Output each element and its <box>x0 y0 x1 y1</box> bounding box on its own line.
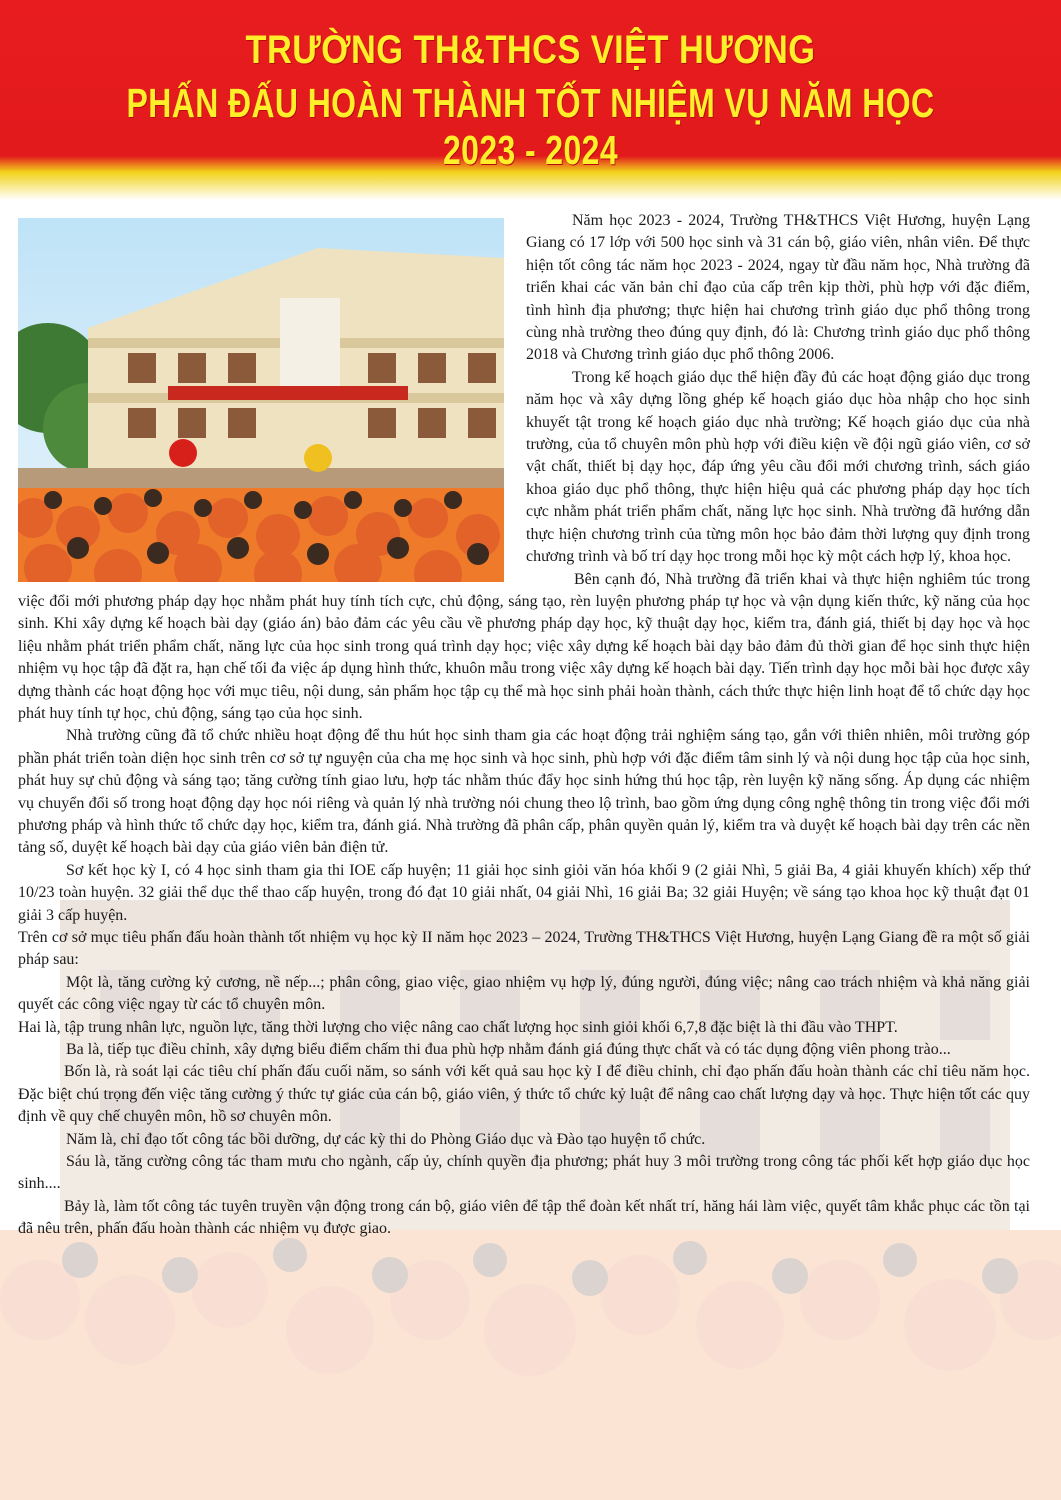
school-photo <box>18 218 504 582</box>
paragraph-solutions-intro: Trên cơ sở mục tiêu phấn đấu hoàn thành tốt nhiệm vụ học kỳ II năm học 2023 – 2024, Trường TH&THCS Việt Hương, huyện Lạng Giang đề ra một số giải pháp sau: <box>18 929 1030 969</box>
paragraph-semester-results: Sơ kết học kỳ I, có 4 học sinh tham gia thi IOE cấp huyện; 11 giải học sinh giỏi văn hóa khối 9 (2 giải Nhì, 5 giải Ba, 4 giải khuyến khích) xếp thứ 10/23 toàn huyện. 32 giải thể dục thể thao cấp huyện, trong đó đạt 10 giải nhất, 04 giải Nhì, 16 giải Ba; 32 giải Huyện; về sáng tạo khoa học kỹ thuật đạt 01 giải 3 cấp huyện. <box>18 861 1030 924</box>
article-body <box>18 210 1030 1241</box>
title-banner <box>0 0 1061 200</box>
paragraph-solution-4: Bốn là, rà soát lại các tiêu chí phấn đấu cuối năm, so sánh với kết quả sau học kỳ I để điều chỉnh, chỉ đạo phấn đấu hoàn thành các chỉ tiêu năm học. Đặc biệt chú trọng đến việc tăng cường ý thức tự giác của cán bộ, giáo viên, ý thức tổ chức kỷ luật để nâng cao chất lượng dạy và học. Thực hiện tốt các quy định về quy chế chuyên môn, hồ sơ chuyên môn. <box>18 1063 1030 1126</box>
paragraph-education-plan: Trong kế hoạch giáo dục thể hiện đầy đủ các hoạt động giáo dục trong năm học và xây dựng lồng ghép kế hoạch giáo dục hòa nhập cho học sinh khuyết tật trong kế hoạch giáo dục nhà trường; Kế hoạch giáo dục của nhà trường, của tổ chuyên môn phù hợp với điều kiện về đội ngũ giáo viên, cơ sở vật chất, thiết bị dạy học, đáp ứng yêu cầu đổi mới chương trình, sách giáo khoa giáo dục phổ thông, thực hiện hiệu quả các phương pháp dạy học tích cực nhằm phát triển phẩm chất, năng lực học sinh. Nhà trường đã hướng dẫn thực hiện chương trình của từng môn học bảo đảm thời lượng quy định trong chương trình và bố trí dạy học trong mỗi học kỳ một cách hợp lý, khoa học. <box>526 368 1030 566</box>
paragraph-solution-1: Một là, tăng cường kỷ cương, nề nếp...; phân công, giao việc, giao nhiệm vụ hợp lý, đúng người, đúng việc; nâng cao trách nhiệm và khả năng giải quyết các công việc ngay từ các tổ chuyên môn. <box>18 973 1030 1014</box>
paragraph-solution-7: Bảy là, làm tốt công tác tuyên truyền vận động trong cán bộ, giáo viên để tập thể đoàn kết nhất trí, hăng hái làm việc, quyết tâm khắc phục các tồn tại đã nêu trên, phấn đấu hoàn thành các nhiệm vụ được giao. <box>18 1197 1030 1238</box>
paragraph-solution-3: Ba là, tiếp tục điều chỉnh, xây dựng biểu điểm chấm thi đua phù hợp nhằm đánh giá đúng thực chất và có tác dụng động viên phong trào... <box>66 1041 951 1059</box>
paragraph-solution-2: Hai là, tập trung nhân lực, nguồn lực, tăng thời lượng cho việc nâng cao chất lượng học sinh giỏi khối 6,7,8 đặc biệt là thi đầu vào THPT. <box>18 1018 898 1036</box>
paragraph-activities: Nhà trường cũng đã tổ chức nhiều hoạt động để thu hút học sinh tham gia các hoạt động trải nghiệm sáng tạo, gắn với thiên nhiên, môi trường góp phần phát triển toàn diện học sinh trên cơ sở tự nguyện của cha mẹ học sinh và học sinh, phù hợp với đặc điểm tâm sinh lý và nội dung học tập của học sinh, phát huy sự chủ động và sáng tạo; tăng cường tính giao lưu, hợp tác nhằm thúc đẩy học sinh hứng thú học tập, rèn luyện kỹ năng sống. Áp dụng các nhiệm vụ chuyển đổi số trong hoạt động dạy học nói riêng và quản lý nhà trường nói chung theo lộ trình, bao gồm ứng dụng công nghệ thông tin trong việc đổi mới phương pháp và hình thức tổ chức dạy học, kiểm tra, đánh giá. Nhà trường đã phân cấp, phân quyền quản lý, kiểm tra và duyệt kế hoạch bài dạy trên các nền tảng số, duyệt kế hoạch bài dạy của giáo viên bản điện tử. <box>18 727 1030 857</box>
paragraph-solution-6: Sáu là, tăng cường công tác tham mưu cho ngành, cấp ủy, chính quyền địa phương; phát huy 3 môi trường trong công tác phối kết hợp giáo dục học sinh.... <box>18 1153 1030 1193</box>
article-title-heading: PHẤN ĐẤU HOÀN THÀNH TỐT NHIỆM VỤ NĂM HỌC 2023 - 2024 <box>126 80 935 173</box>
school-name-heading: TRƯỜNG TH&THCS VIỆT HƯƠNG <box>245 28 816 72</box>
paragraph-teaching-methods: Bên cạnh đó, Nhà trường đã triển khai và thực hiện nghiêm túc trong việc đổi mới phương pháp dạy học nhằm phát huy tính tích cực, chủ động, sáng tạo, rèn luyện phương pháp tự học và vận dụng kiến thức, kỹ năng của học sinh. Khi xây dựng kế hoạch bài dạy (giáo án) bảo đảm các yêu cầu về phương pháp dạy học, kỹ thuật dạy học, kiểm tra, đánh giá, thiết bị dạy học và học liệu nhằm phát triển phẩm chất, năng lực của học sinh trong quá trình dạy học; việc xây dựng kế hoạch bài dạy bảo đảm đủ thời gian để học sinh thực hiện nhiệm vụ học tập đã đặt ra, hạn chế tối đa việc áp dụng hình thức, khuôn mẫu trong việc xây dựng kế hoạch bài dạy. Tiến trình dạy học mỗi bài học được xây dựng thành các hoạt động học với mục tiêu, nội dung, sản phẩm học tập cụ thể mà học sinh phải hoàn thành, cách thức thực hiện linh hoạt để tổ chức dạy học phát huy tính tự học, chủ động, sáng tạo của học sinh. <box>18 570 1030 722</box>
paragraph-solution-5: Năm là, chỉ đạo tốt công tác bồi dưỡng, dự các kỳ thi do Phòng Giáo dục và Đào tạo huyện tổ chức. <box>66 1130 706 1148</box>
paragraph-intro: Năm học 2023 - 2024, Trường TH&THCS Việt Hương, huyện Lạng Giang có 17 lớp với 500 học sinh và 31 cán bộ, giáo viên, nhân viên. Để thực hiện tốt công tác năm học 2023 - 2024, ngay từ đầu năm học, Nhà trường đã triển khai các văn bản chỉ đạo của cấp trên kịp thời, phù hợp với đặc điểm, tình hình địa phương; thực hiện hai chương trình giáo dục phổ thông trong cùng nhà trường theo đúng quy định, đó là: Chương trình giáo dục phổ thông 2018 và Chương trình giáo dục phổ thông 2006. <box>526 212 1030 364</box>
